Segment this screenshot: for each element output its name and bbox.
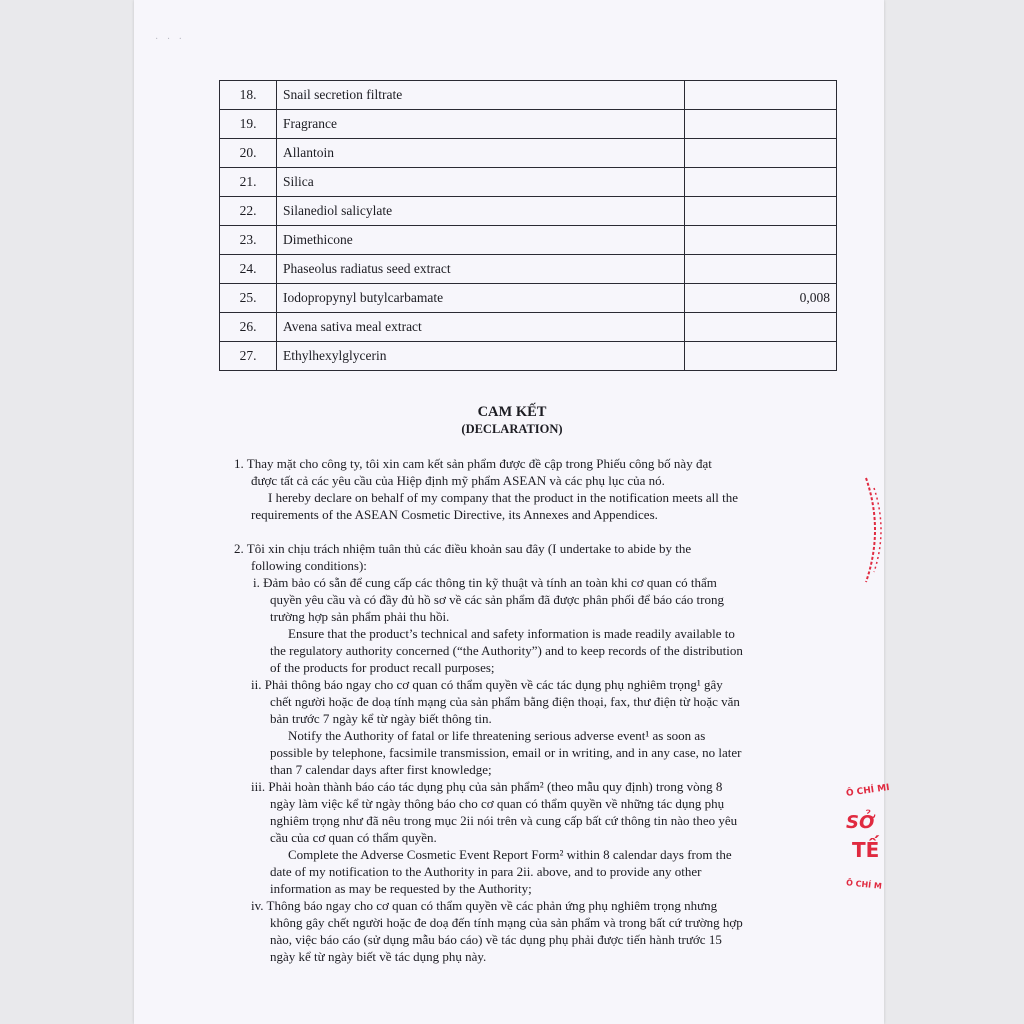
table-row xyxy=(220,255,837,284)
paragraph-line: được tất cả các yêu cầu của Hiệp định mỹ phẩm ASEAN và các phụ lục của nó. xyxy=(251,473,665,488)
ingredient-name: Silica xyxy=(277,168,685,197)
row-number: 18. xyxy=(220,81,277,110)
ingredient-value xyxy=(685,139,837,168)
table-row xyxy=(220,284,837,313)
paragraph-line: nào, việc báo cáo (sử dụng mẫu báo cáo) về tác dụng phụ phải được tiến hành trước 15 xyxy=(270,932,722,947)
paragraph-line: ii. Phải thông báo ngay cho cơ quan có thẩm quyền về các tác dụng phụ nghiêm trọng¹ gây xyxy=(251,677,723,692)
paragraph-line: requirements of the ASEAN Cosmetic Directive, its Annexes and Appendices. xyxy=(251,507,658,522)
table-row xyxy=(220,342,837,371)
paragraph-line: bản trước 7 ngày kể từ ngày biết thông tin. xyxy=(270,711,492,726)
row-number: 24. xyxy=(220,255,277,284)
seal-fragment-text: SỞ xyxy=(846,812,875,833)
paragraph-line: nghiêm trọng như đã nêu trong mục 2ii nói trên và cung cấp bất cứ thông tin nào theo yêu xyxy=(270,813,738,828)
row-number: 25. xyxy=(220,284,277,313)
paragraph-line: chết người hoặc đe doạ tính mạng của sản phẩm bằng điện thoại, fax, thư điện từ hoặc văn xyxy=(270,694,740,709)
declaration-subtitle: (DECLARATION) xyxy=(461,422,563,436)
ingredient-name: Iodopropynyl butylcarbamate xyxy=(277,284,685,313)
ingredient-name: Avena sativa meal extract xyxy=(277,313,685,342)
ingredient-name: Dimethicone xyxy=(277,226,685,255)
table-row xyxy=(220,313,837,342)
paragraph-line: i. Đảm bảo có sẵn để cung cấp các thông tin kỹ thuật và tính an toàn khi cơ quan có thẩm xyxy=(253,575,717,590)
table-row xyxy=(220,168,837,197)
row-number: 27. xyxy=(220,342,277,371)
ingredient-value: 0,008 xyxy=(685,284,837,313)
seal-fragment-top xyxy=(860,470,890,590)
ingredient-value xyxy=(685,342,837,371)
ingredient-name: Fragrance xyxy=(277,110,685,139)
paragraph-line: iii. Phải hoàn thành báo cáo tác dụng phụ của sản phẩm² (theo mẫu quy định) trong vòng 8 xyxy=(251,779,723,794)
paragraph-line: Notify the Authority of fatal or life threatening serious adverse event¹ as soon as xyxy=(288,728,706,743)
row-number: 19. xyxy=(220,110,277,139)
paragraph-line: cầu của cơ quan có thẩm quyền. xyxy=(270,830,437,845)
seal-fragment-text: TẾ xyxy=(852,838,880,862)
paragraph-line: iv. Thông báo ngay cho cơ quan có thẩm quyền về các phản ứng phụ nghiêm trọng nhưng xyxy=(251,898,718,913)
paragraph-line: I hereby declare on behalf of my company that the product in the notification meets all the xyxy=(268,490,738,505)
paragraph-line: following conditions): xyxy=(251,558,367,573)
table-row xyxy=(220,110,837,139)
ingredient-table xyxy=(219,80,837,371)
declaration-title: CAM KẾT xyxy=(477,404,547,420)
paragraph-line: of the products for product recall purposes; xyxy=(270,660,495,675)
paragraph-line: không gây chết người hoặc đe doạ đến tính mạng của sản phẩm và trong bất cứ trường hợp xyxy=(270,915,743,930)
table-row xyxy=(220,226,837,255)
paragraph-line: ngày làm việc kể từ ngày thông báo cho cơ quan có thẩm quyền về những tác dụng phụ xyxy=(270,796,725,811)
ingredient-name: Phaseolus radiatus seed extract xyxy=(277,255,685,284)
ingredient-value xyxy=(685,168,837,197)
ingredient-value xyxy=(685,110,837,139)
paragraph-line: Complete the Adverse Cosmetic Event Report Form² within 8 calendar days from the xyxy=(288,847,732,862)
seal-fragment-text: Ô CHÍ M xyxy=(845,878,883,891)
row-number: 22. xyxy=(220,197,277,226)
paragraph-line: than 7 calendar days after first knowledge; xyxy=(270,762,492,777)
ingredient-name: Ethylhexylglycerin xyxy=(277,342,685,371)
scan-speckles: · · · xyxy=(155,34,185,45)
paragraph-line: 1. Thay mặt cho công ty, tôi xin cam kết sản phẩm được đề cập trong Phiếu công bố này đạt xyxy=(234,456,712,471)
paragraph-line: ngày kể từ ngày biết về tác dụng phụ này. xyxy=(270,949,487,964)
row-number: 20. xyxy=(220,139,277,168)
table-row xyxy=(220,197,837,226)
row-number: 21. xyxy=(220,168,277,197)
paragraph-line: the regulatory authority concerned (“the Authority”) and to keep records of the distribution xyxy=(270,643,743,658)
paragraph-line: quyền yêu cầu và có đầy đủ hồ sơ về các sản phẩm đã được phân phối để báo cáo trong xyxy=(270,592,724,607)
paragraph-line: trường hợp sản phẩm phải thu hồi. xyxy=(270,609,450,624)
row-number: 26. xyxy=(220,313,277,342)
ingredient-name: Allantoin xyxy=(277,139,685,168)
ingredient-value xyxy=(685,226,837,255)
row-number: 23. xyxy=(220,226,277,255)
ingredient-value xyxy=(685,81,837,110)
ingredient-value xyxy=(685,255,837,284)
table-row xyxy=(220,139,837,168)
paragraph-line: information as may be requested by the Authority; xyxy=(270,881,532,896)
ingredient-value xyxy=(685,313,837,342)
ingredient-name: Silanediol salicylate xyxy=(277,197,685,226)
paragraph-line: date of my notification to the Authority in para 2ii. above, and to provide any other xyxy=(270,864,702,879)
paragraph-line: 2. Tôi xin chịu trách nhiệm tuân thủ các điều khoản sau đây (I undertake to abide by the xyxy=(234,541,692,556)
ingredient-value xyxy=(685,197,837,226)
paragraph-line: possible by telephone, facsimile transmission, email or in writing, and in any case, no later xyxy=(270,745,742,760)
seal-fragment-text: Ô CHÍ MI xyxy=(845,783,891,799)
paragraph-line: Ensure that the product’s technical and safety information is made readily available to xyxy=(288,626,735,641)
table-row xyxy=(220,81,837,110)
ingredient-name: Snail secretion filtrate xyxy=(277,81,685,110)
